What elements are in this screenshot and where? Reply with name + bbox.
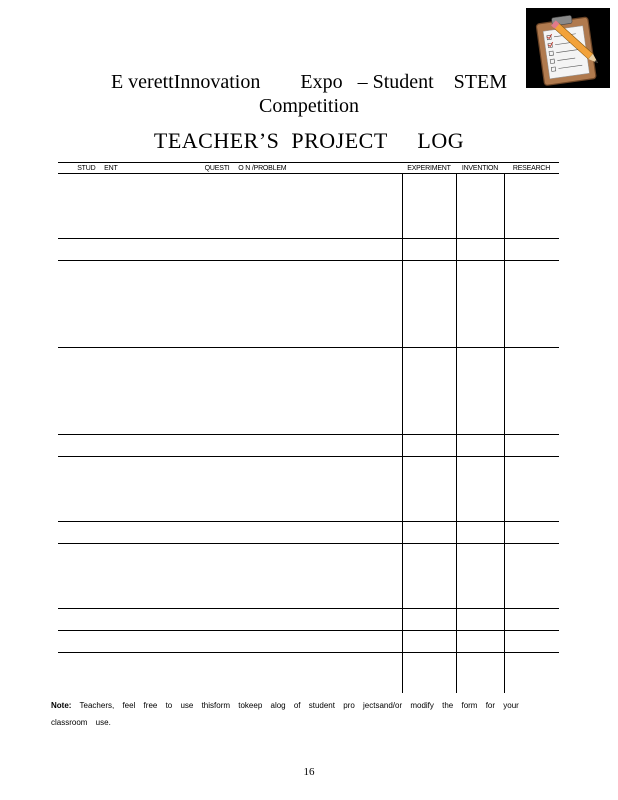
teacher-note [51,697,561,731]
table-row [58,631,559,653]
cell-research[interactable] [504,522,559,544]
cell-student-question[interactable] [58,609,402,631]
cell-invention[interactable] [456,631,504,653]
table-row [58,174,559,239]
cell-student-question[interactable] [58,348,402,435]
page-number: 16 [303,766,315,778]
cell-student-question[interactable] [58,174,402,239]
note-label: Note: [51,701,72,710]
project-log-table [58,162,559,693]
cell-invention[interactable] [456,609,504,631]
cell-research[interactable] [504,435,559,457]
cell-student-question[interactable] [58,544,402,609]
cell-experiment[interactable] [402,544,456,609]
cell-student-question[interactable] [58,457,402,522]
note-text: Teachers, feel free to use thisform tokeep alog of student pro jectsand/or modify the form for your classroom use. [51,701,519,727]
cell-experiment[interactable] [402,174,456,239]
cell-experiment[interactable] [402,522,456,544]
cell-research[interactable] [504,174,559,239]
cell-invention[interactable] [456,544,504,609]
header-experiment: EXPERIMENT [402,163,456,174]
cell-research[interactable] [504,261,559,348]
table-header-row [58,163,559,174]
cell-invention[interactable] [456,174,504,239]
cell-research[interactable] [504,631,559,653]
cell-research[interactable] [504,239,559,261]
table-row [58,653,559,693]
cell-research[interactable] [504,544,559,609]
cell-student-question[interactable] [58,653,402,693]
cell-research[interactable] [504,609,559,631]
cell-experiment[interactable] [402,348,456,435]
table-row [58,457,559,522]
cell-invention[interactable] [456,457,504,522]
cell-experiment[interactable] [402,631,456,653]
cell-student-question[interactable] [58,631,402,653]
cell-research[interactable] [504,653,559,693]
title-line-2: Competition [259,95,359,117]
table-row [58,522,559,544]
cell-research[interactable] [504,457,559,522]
cell-student-question[interactable] [58,261,402,348]
cell-experiment[interactable] [402,239,456,261]
cell-experiment[interactable] [402,457,456,522]
title-line-1: E verettInnovation Expo – Student STEM [110,71,508,93]
cell-experiment[interactable] [402,653,456,693]
cell-invention[interactable] [456,435,504,457]
cell-invention[interactable] [456,239,504,261]
cell-invention[interactable] [456,348,504,435]
cell-experiment[interactable] [402,261,456,348]
cell-student-question[interactable] [58,522,402,544]
cell-experiment[interactable] [402,609,456,631]
cell-research[interactable] [504,348,559,435]
cell-experiment[interactable] [402,435,456,457]
table-row [58,609,559,631]
clipboard-checklist-pencil-icon [526,8,610,88]
header-invention: INVENTION [456,163,504,174]
table-row [58,261,559,348]
table-row [58,435,559,457]
cell-invention[interactable] [456,261,504,348]
table-row [58,348,559,435]
cell-student-question[interactable] [58,435,402,457]
table-row [58,544,559,609]
header-research: RESEARCH [504,163,559,174]
page-heading: TEACHER’S PROJECT LOG [153,128,465,153]
cell-student-question[interactable] [58,239,402,261]
table-row [58,239,559,261]
header-student-question: STUD ENT QUESTI O N /PROBLEM [58,163,402,174]
cell-invention[interactable] [456,522,504,544]
cell-invention[interactable] [456,653,504,693]
